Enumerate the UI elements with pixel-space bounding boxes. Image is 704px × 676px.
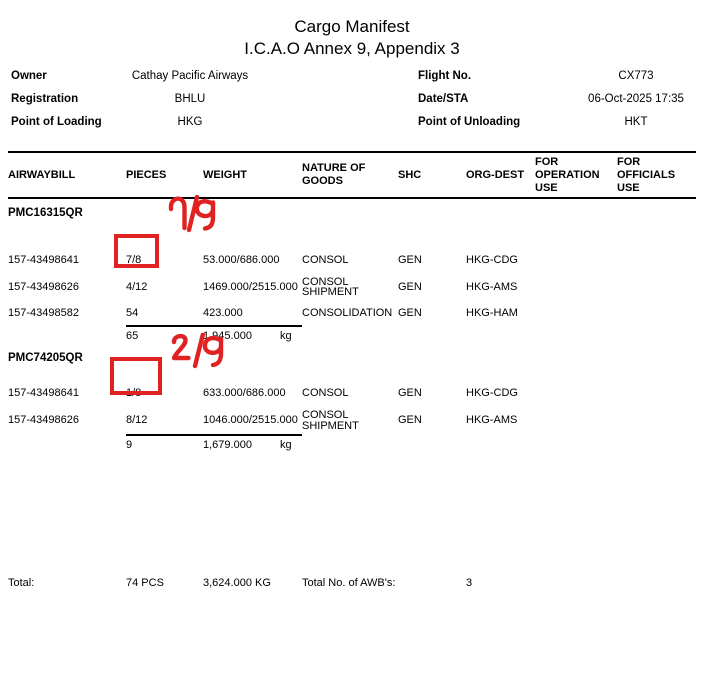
subtotal-spacer: [302, 326, 696, 352]
col-header-officials: FOR OFFICIALS USE: [617, 152, 696, 198]
empty-cell: [617, 569, 696, 607]
weight-value: 53.000/686.000: [203, 253, 280, 266]
subtotal-weight: 1,945.000: [203, 326, 280, 352]
pieces-value: 8/12: [126, 413, 148, 426]
weight-value: 1469.000/2515.000: [203, 280, 298, 293]
pieces-value: 1/8: [126, 386, 142, 399]
org-dest-value: HKG-AMS: [466, 414, 518, 427]
operation-use-cell: [535, 380, 617, 406]
operation-use-cell: [535, 406, 617, 435]
point-of-unloading-label: Point of Unloading: [418, 115, 521, 128]
uld-number: PMC16315QR: [8, 207, 83, 219]
total-pieces: 74 PCS: [126, 577, 164, 589]
org-dest-value: HKG-CDG: [466, 253, 518, 266]
total-awb-count: 3: [466, 577, 473, 589]
subtotal-pieces: 9: [126, 435, 203, 461]
total-awb-label: Total No. of AWB's:: [302, 577, 396, 589]
grand-total-row: [8, 569, 696, 607]
officials-use-cell: [617, 406, 696, 435]
weight-value: 633.000/686.000: [203, 386, 286, 399]
awb-number: 157-43498641: [8, 386, 79, 399]
point-of-loading-label: Point of Loading: [11, 115, 102, 128]
uld-group-header: [8, 352, 696, 380]
uld-subtotal-row: [8, 435, 696, 461]
uld-group-header: [8, 198, 696, 247]
info-row-loading-unloading: [0, 110, 704, 133]
flight-no-value: CX773: [618, 69, 654, 82]
owner-label: Owner: [11, 69, 47, 82]
registration-value: BHLU: [174, 92, 206, 105]
officials-use-cell: [617, 380, 696, 406]
uld-subtotal-row: [8, 326, 696, 352]
date-sta-label: Date/STA: [418, 92, 469, 105]
weight-value: 423.000: [203, 306, 243, 319]
flight-info-header: [0, 64, 704, 133]
table-row: [8, 273, 696, 301]
pieces-value: 4/12: [126, 280, 148, 293]
operation-use-cell: [535, 301, 617, 326]
shc-value: GEN: [398, 414, 422, 427]
owner-value: Cathay Pacific Airways: [131, 69, 249, 82]
point-of-loading-value: HKG: [177, 115, 203, 128]
col-header-weight: WEIGHT: [203, 152, 302, 198]
kg-unit: [280, 301, 302, 326]
col-header-pieces: PIECES: [126, 152, 203, 198]
col-header-operation: FOR OPERATION USE: [535, 152, 617, 198]
page-subtitle: I.C.A.O Annex 9, Appendix 3: [244, 39, 460, 58]
nature-value: CONSOL SHIPMENT: [302, 409, 359, 432]
weight-value: 1046.000/2515.000: [203, 413, 298, 426]
point-of-unloading-value: HKT: [624, 115, 648, 128]
date-sta-value: 06-Oct-2025 17:35: [588, 92, 684, 105]
empty-cell: [398, 569, 466, 607]
pieces-value: 54: [126, 306, 139, 319]
col-header-shc: SHC: [398, 152, 466, 198]
shc-value: GEN: [398, 386, 422, 399]
total-weight: 3,624.000 KG: [203, 577, 271, 589]
awb-number: 157-43498626: [8, 414, 79, 427]
table-row: [8, 380, 696, 406]
nature-value: CONSOL: [302, 386, 349, 399]
officials-use-cell: [617, 301, 696, 326]
officials-use-cell: [617, 273, 696, 301]
table-header-row: [8, 152, 696, 198]
nature-value: CONSOL SHIPMENT: [302, 275, 359, 298]
vertical-spacer: [8, 461, 696, 569]
awb-number: 157-43498641: [8, 253, 79, 266]
col-header-nature: NATURE OF GOODS: [302, 152, 398, 198]
title-block: [0, 16, 704, 60]
total-label: Total:: [8, 577, 35, 589]
operation-use-cell: [535, 247, 617, 273]
uld-number: PMC74205QR: [8, 352, 83, 364]
shc-value: GEN: [398, 307, 422, 319]
subtotal-pieces: 65: [126, 326, 203, 352]
subtotal-spacer: [8, 435, 126, 461]
nature-value: CONSOL: [302, 253, 349, 266]
org-dest-value: HKG-AMS: [466, 280, 518, 293]
subtotal-spacer: [8, 326, 126, 352]
empty-cell: [535, 569, 617, 607]
subtotal-spacer: [302, 435, 696, 461]
subtotal-unit: kg: [280, 326, 302, 352]
nature-value: CONSOLIDATION: [302, 307, 393, 319]
org-dest-value: HKG-HAM: [466, 307, 518, 319]
info-row-registration-date: [0, 87, 704, 110]
awb-number: 157-43498582: [8, 307, 79, 319]
info-row-owner-flight: [0, 64, 704, 87]
col-header-org-dest: ORG-DEST: [466, 152, 535, 198]
awb-number: 157-43498626: [8, 280, 79, 293]
pieces-value: 7/8: [126, 253, 142, 266]
shc-value: GEN: [398, 253, 422, 266]
subtotal-unit: kg: [280, 435, 302, 461]
page-title: Cargo Manifest: [294, 17, 410, 36]
table-row: [8, 247, 696, 273]
manifest-table: [8, 151, 696, 607]
registration-label: Registration: [11, 92, 79, 105]
subtotal-weight: 1,679.000: [203, 435, 280, 461]
flight-no-label: Flight No.: [418, 69, 472, 82]
table-row: [8, 301, 696, 326]
col-header-airwaybill: AIRWAYBILL: [8, 152, 126, 198]
org-dest-value: HKG-CDG: [466, 386, 518, 399]
operation-use-cell: [535, 273, 617, 301]
kg-unit: [280, 247, 302, 273]
table-row: [8, 406, 696, 435]
officials-use-cell: [617, 247, 696, 273]
shc-value: GEN: [398, 280, 422, 293]
